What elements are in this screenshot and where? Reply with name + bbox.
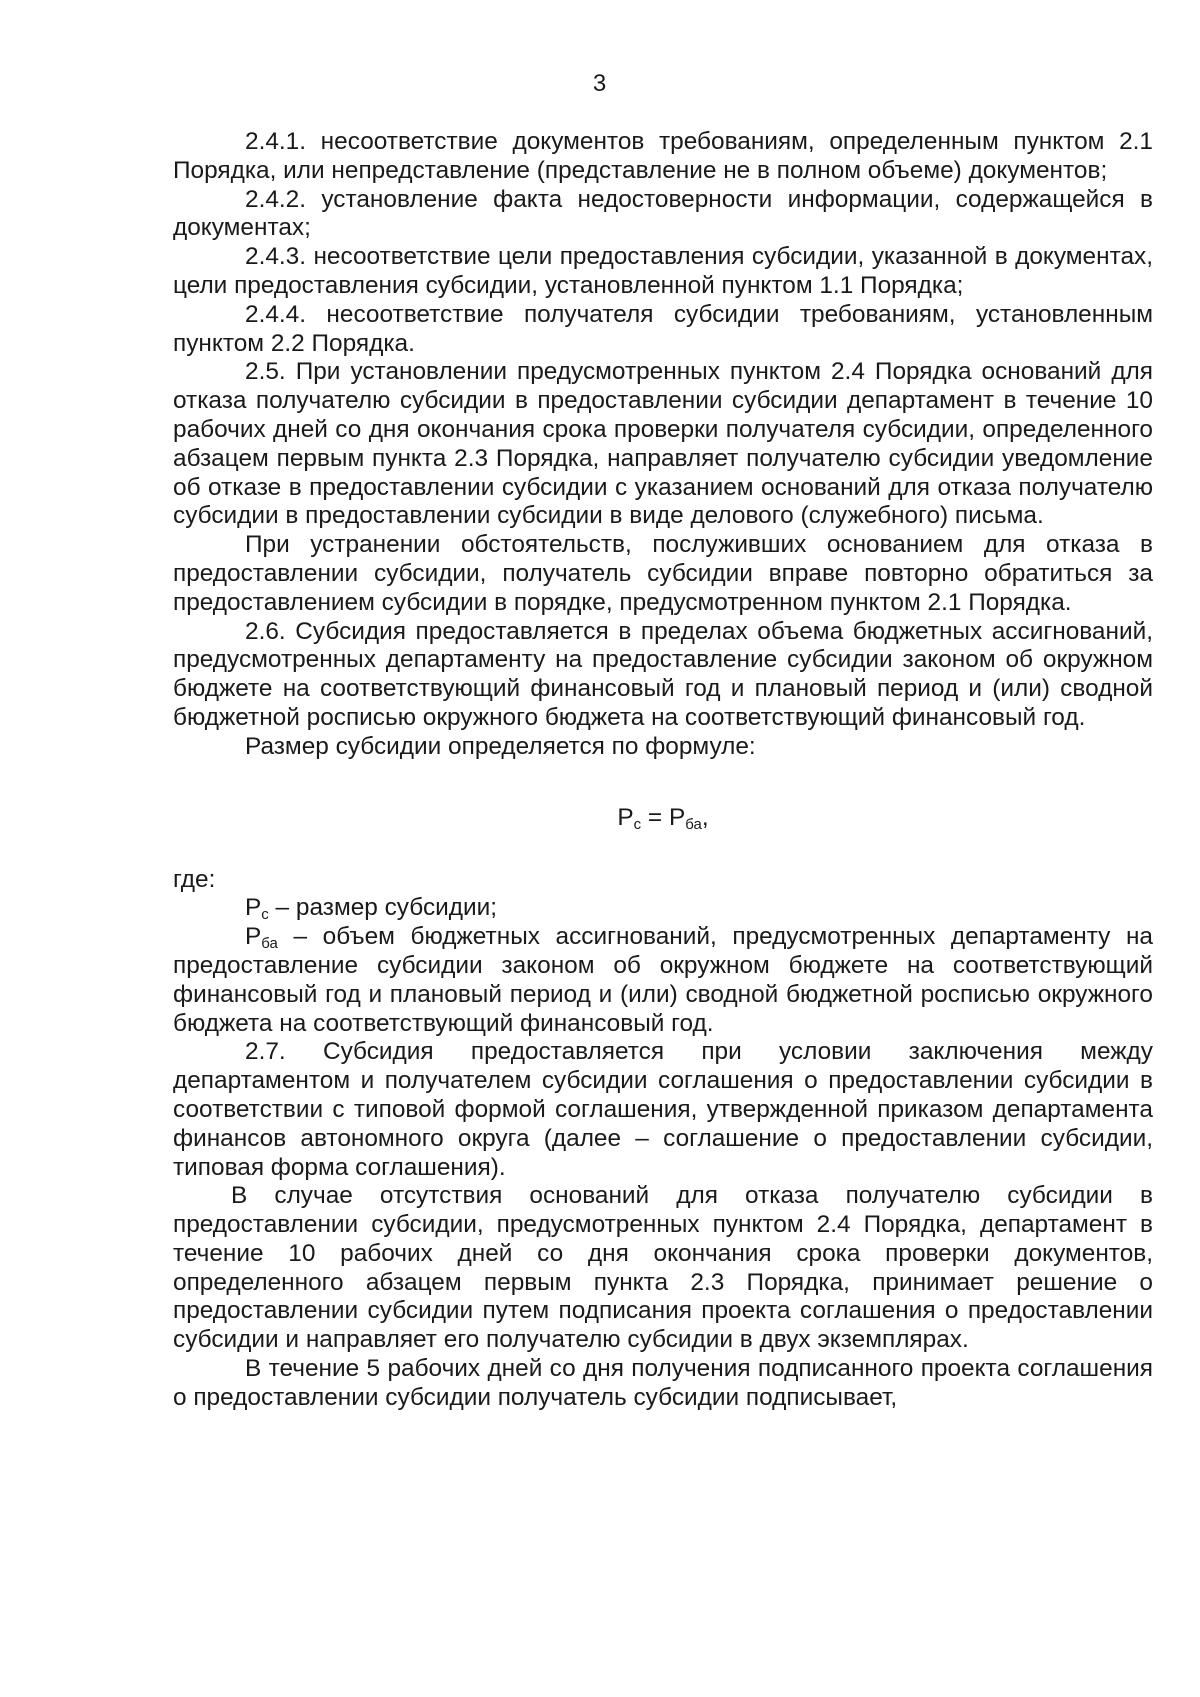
definition-rba-text: – объем бюджетных ассигнований, предусмотренных департаменту на предоставление субсидии законом об окружном бюджете на соответствующий финансовый год и плановый период и (или) сводной бюджетной росписью окружного бюджета на соответствующий финансовый год. bbox=[173, 923, 1153, 1037]
definition-rc bbox=[173, 894, 1153, 923]
paragraph-formula-intro: Размер субсидии определяется по формуле: bbox=[245, 732, 756, 760]
definition-rc-symbol: Р bbox=[245, 894, 262, 922]
definition-rba-sub: ба bbox=[261, 935, 278, 953]
page-number: 3 bbox=[592, 70, 607, 97]
paragraph-2-6: 2.6. Субсидия предоставляется в пределах объема бюджетных ассигнований, предусмотренных департаменту на предоставление субсидии законом об окружном бюджете на соответствующий финансовый год и плановый период и (или) сводной бюджетной росписью окружного бюджета на соответствующий финансовый год. bbox=[173, 617, 1153, 731]
paragraph-2-5: 2.5. При установлении предусмотренных пунктом 2.4 Порядка оснований для отказа получателю субсидии в предоставлении субсидии департамент в течение 10 рабочих дней со дня окончания срока проверки получателя субсидии, определенного абзацем первым пункта 2.3 Порядка, направляет получателю субсидии уведомление об отказе в предоставлении субсидии с указанием оснований для отказа получателю субсидии в предоставлении субсидии в виде делового (служебного) письма. bbox=[173, 358, 1153, 530]
definition-rba bbox=[173, 923, 1153, 1038]
document-body bbox=[173, 128, 1153, 1413]
paragraph-2-4-4: 2.4.4. несоответствие получателя субсидии требованиям, установленным пунктом 2.2 Порядка. bbox=[173, 300, 1153, 357]
formula-tail: , bbox=[701, 803, 709, 831]
definition-rc-sub: с bbox=[261, 906, 269, 924]
paragraph-2-7-cont: В случае отсутствия оснований для отказа получателю субсидии в предоставлении субсидии, предусмотренных пунктом 2.4 Порядка, департамент в течение 10 рабочих дней со дня окончания срока проверки документов, определенного абзацем первым пункта 2.3 Порядка, принимает решение о предоставлении субсидии путем подписания проекта соглашения о предоставлении субсидии и направляет его получателю субсидии в двух экземплярах. bbox=[173, 1182, 1153, 1354]
formula-rhs: Р bbox=[668, 803, 686, 831]
formula-rhs-sub: ба bbox=[685, 815, 702, 833]
definition-rc-text: – размер субсидии; bbox=[268, 894, 498, 922]
paragraph-2-4-2: 2.4.2. установление факта недостоверности информации, содержащейся в документах; bbox=[173, 185, 1153, 242]
formula-lhs-sub: с bbox=[633, 815, 642, 833]
paragraph-2-4-1: 2.4.1. несоответствие документов требованиям, определенным пунктом 2.1 Порядка, или непредставление (представление не в полном объеме) документов; bbox=[173, 128, 1153, 184]
paragraph-2-4-3: 2.4.3. несоответствие цели предоставления субсидии, указанной в документах, цели предоставления субсидии, установленной пунктом 1.1 Порядка; bbox=[173, 243, 1153, 299]
definition-rba-symbol: Р bbox=[245, 923, 262, 951]
subsidy-formula bbox=[173, 804, 1153, 832]
paragraph-2-5-cont: При устранении обстоятельств, послуживших основанием для отказа в предоставлении субсидии, получатель субсидии вправе повторно обратиться за предоставлением субсидии в порядке, предусмотренном пунктом 2.1 Порядка. bbox=[173, 531, 1153, 616]
paragraph-2-7: 2.7. Субсидия предоставляется при условии заключения между департаментом и получателем субсидии соглашения о предоставлении субсидии в соответствии с типовой формой соглашения, утвержденной приказом департамента финансов автономного округа (далее – соглашение о предоставлении субсидии, типовая форма соглашения). bbox=[173, 1038, 1153, 1181]
formula-lhs: Р bbox=[617, 803, 634, 831]
where-label: где: bbox=[173, 865, 216, 893]
formula-equals: = bbox=[641, 803, 669, 831]
paragraph-2-7-cont2: В течение 5 рабочих дней со дня получения подписанного проекта соглашения о предоставлении субсидии получатель субсидии подписывает, bbox=[173, 1355, 1153, 1411]
